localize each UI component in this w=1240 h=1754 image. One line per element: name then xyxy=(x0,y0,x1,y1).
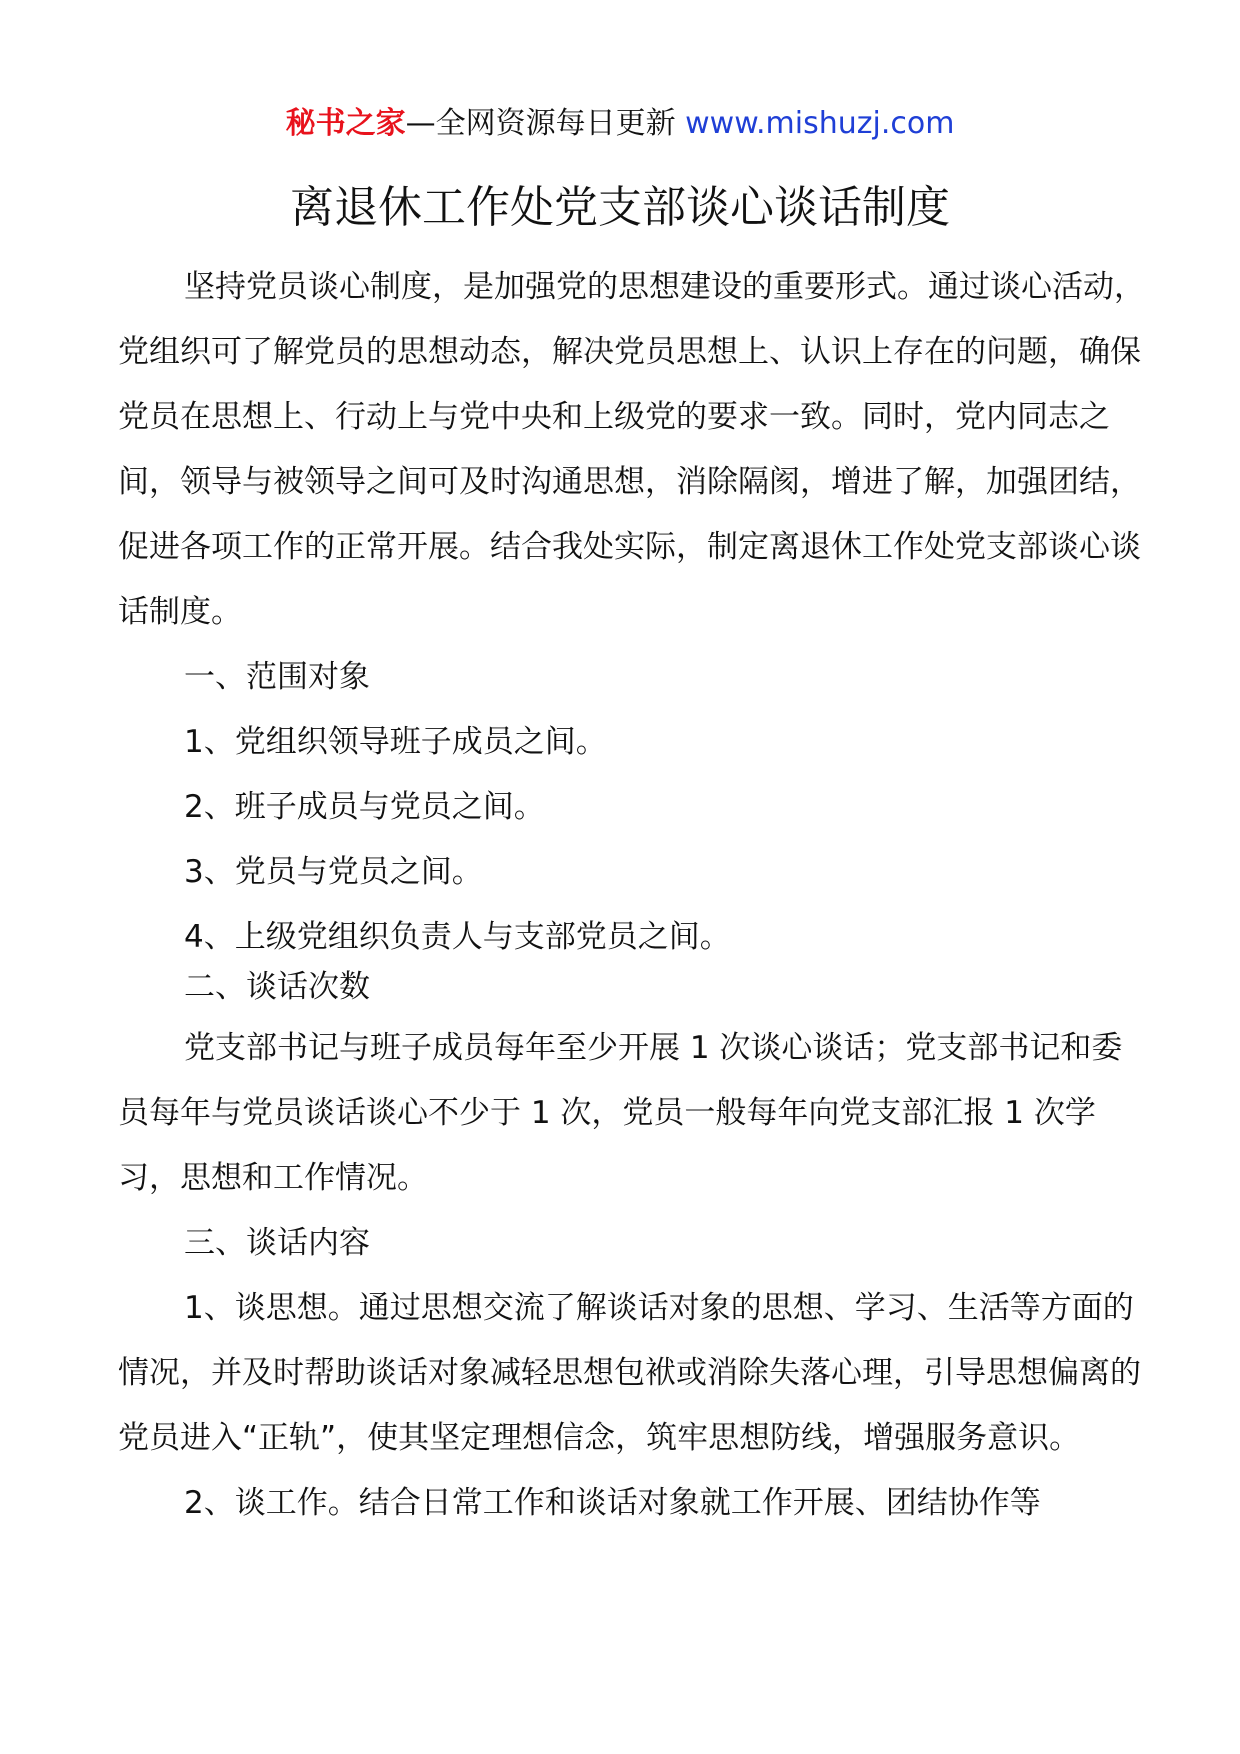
document-body xyxy=(118,255,1148,1536)
section-heading-frequency: 二、谈话次数 xyxy=(184,969,370,1005)
frequency-paragraph: 党支部书记与班子成员每年至少开展 1 次谈心谈话；党支部书记和委员每年与党员谈话谈心不少于 1 次，党员一般每年向党支部汇报 1 次学习，思想和工作情况。 xyxy=(118,1030,1123,1196)
list-item: 3、党员与党员之间。 xyxy=(184,854,483,890)
content-paragraph-thought: 1、谈思想。通过思想交流了解谈话对象的思想、学习、生活等方面的情况，并及时帮助谈话对象减轻思想包袱或消除失落心理，引导思想偏离的党员进入“正轨”，使其坚定理想信念，筑牢思想防线，增强服务意识。 xyxy=(118,1290,1141,1456)
list-item: 2、班子成员与党员之间。 xyxy=(184,789,545,825)
document-title: 离退休工作处党支部谈心谈话制度 xyxy=(290,182,950,233)
intro-paragraph: 坚持党员谈心制度，是加强党的思想建设的重要形式。通过谈心活动，党组织可了解党员的思想动态，解决党员思想上、认识上存在的问题，确保党员在思想上、行动上与党中央和上级党的要求一致。同时，党内同志之间，领导与被领导之间可及时沟通思想，消除隔阂，增进了解，加强团结，促进各项工作的正常开展。结合我处实际，制定离退休工作处党支部谈心谈话制度。 xyxy=(118,269,1145,630)
site-url[interactable]: www.mishuzj.com xyxy=(685,106,955,141)
site-tagline: —全网资源每日更新 xyxy=(405,106,686,141)
section-heading-scope: 一、范围对象 xyxy=(184,659,370,695)
site-header xyxy=(0,102,1240,146)
list-item: 4、上级党组织负责人与支部党员之间。 xyxy=(184,919,731,955)
section-heading-content: 三、谈话内容 xyxy=(184,1225,370,1261)
list-item: 1、党组织领导班子成员之间。 xyxy=(184,724,607,760)
content-paragraph-work: 2、谈工作。结合日常工作和谈话对象就工作开展、团结协作等 xyxy=(184,1485,1041,1521)
site-brand: 秘书之家 xyxy=(285,106,406,141)
